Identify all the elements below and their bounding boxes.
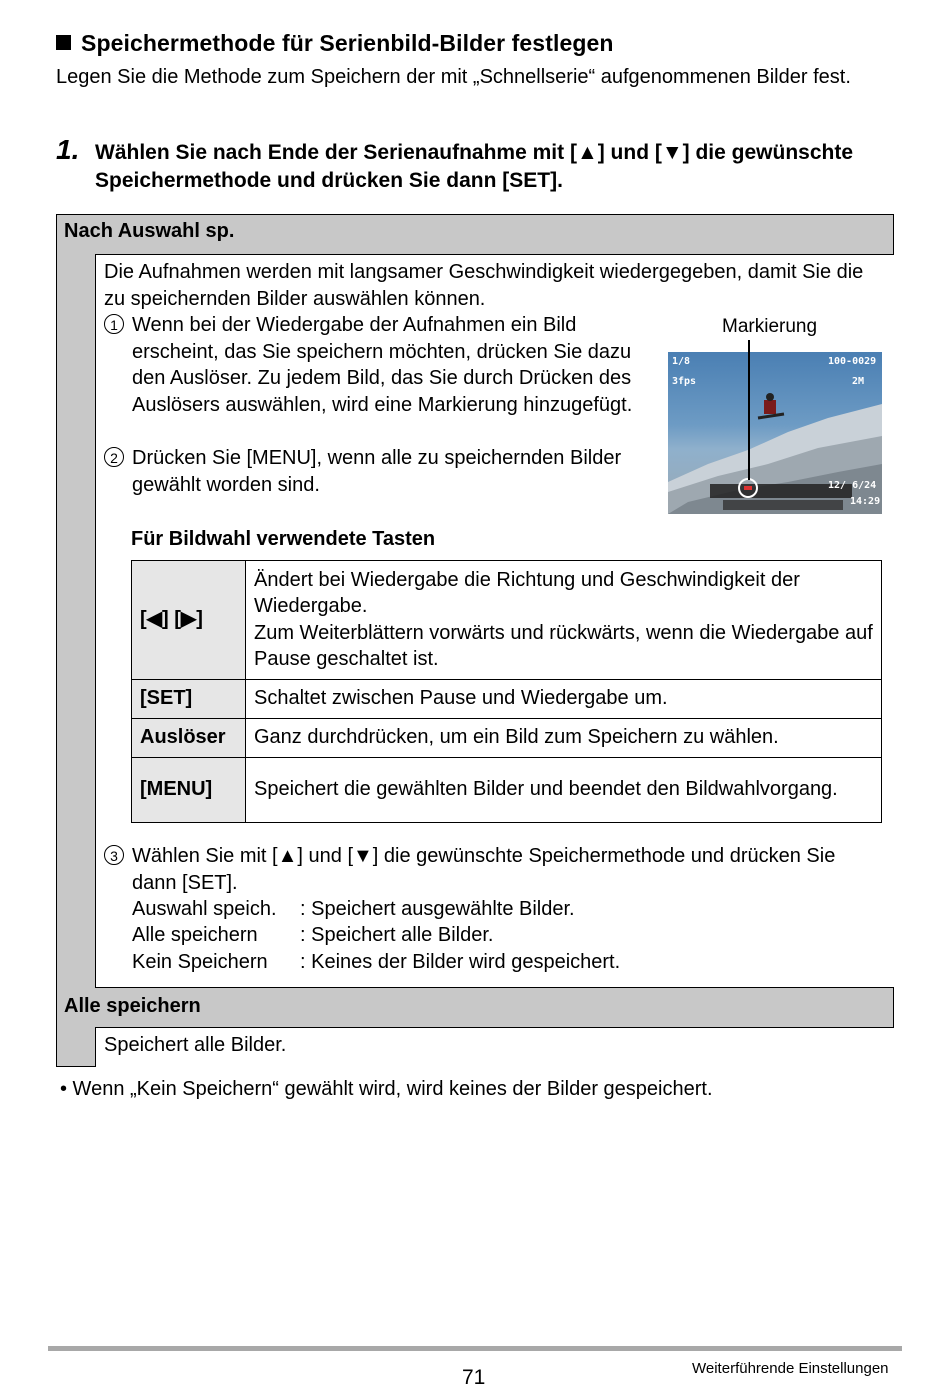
table-row (132, 680, 882, 719)
circled-number: 3 (104, 845, 124, 865)
method-description: : Keines der Bilder wird gespeichert. (300, 951, 621, 973)
black-square-icon (56, 35, 71, 50)
list-item-text: Wählen Sie mit [▲] und [▼] die gewünschte Speichermethode und drücken Sie dann [SET]. (132, 845, 836, 894)
circled-number: 1 (104, 314, 124, 334)
option-description: Die Aufnahmen werden mit langsamer Geschwindigkeit wiedergegeben, damit Sie die zu speichernden Bilder auswählen können. (104, 261, 864, 310)
list-item-text: Drücken Sie [MENU], wenn alle zu speichernden Bilder gewählt worden sind. (132, 447, 622, 496)
keys-table (131, 560, 882, 823)
key-description: Schaltet zwischen Pause und Wiedergabe um. (246, 680, 882, 719)
list-item-text: Wenn bei der Wiedergabe der Aufnahmen ein Bild erscheint, das Sie speichern möchten, drücken Sie dazu den Auslöser. Zu jedem Bild, das Sie durch Drücken des Auslösers auswählen, wird eine Markierung hinzugefügt. (132, 314, 633, 416)
key-description: Ganz durchdrücken, um ein Bild zum Speichern zu wählen. (246, 719, 882, 758)
screen-counter: 1/8 (672, 356, 691, 367)
step-instruction: Wählen Sie nach Ende der Serienaufnahme mit [▲] und [▼] die gewünschte Speichermethode und drücken Sie dann [SET]. (95, 141, 854, 192)
screen-image-size: 2M (852, 376, 865, 387)
method-name: Kein Speichern (132, 951, 268, 973)
method-name: Alle speichern (132, 924, 258, 946)
list-item (104, 445, 644, 498)
screen-date: 12/ 6/24 (828, 480, 877, 491)
key-description: Ändert bei Wiedergabe die Richtung und Geschwindigkeit der Wiedergabe. Zum Weiterblättern vorwärts und rückwärts, wenn die Wiedergabe auf Pause geschaltet ist. (246, 561, 882, 680)
method-row (132, 924, 493, 947)
screen-time: 14:29 (850, 496, 881, 507)
method-name: Auswahl speich. (132, 898, 277, 920)
keys-heading: Für Bildwahl verwendete Tasten (131, 528, 436, 550)
option-title-nach-auswahl: Nach Auswahl sp. (64, 220, 235, 242)
note-text: • Wenn „Kein Speichern“ gewählt wird, wird keines der Bilder gespeichert. (60, 1078, 713, 1100)
table-row (132, 719, 882, 758)
table-row (132, 758, 882, 823)
screen-folder-number: 100-0029 (828, 356, 877, 367)
image-callout-label: Markierung (722, 316, 818, 337)
method-description: : Speichert alle Bilder. (300, 924, 494, 946)
circled-number: 2 (104, 447, 124, 467)
option-title-alle-speichern: Alle speichern (64, 995, 201, 1017)
camera-screen-image (668, 352, 882, 514)
step-number: 1. (56, 134, 80, 165)
key-name: [◀] [▶] (132, 561, 246, 680)
key-description: Speichert die gewählten Bilder und beendet den Bildwahlvorgang. (246, 758, 882, 823)
intro-text: Legen Sie die Methode zum Speichern der mit „Schnellserie“ aufgenommenen Bilder fest. (56, 66, 851, 88)
method-description: : Speichert ausgewählte Bilder. (300, 898, 575, 920)
table-row (132, 561, 882, 680)
footer-divider (48, 1346, 902, 1351)
key-name: [SET] (132, 680, 246, 719)
option-description: Speichert alle Bilder. (104, 1034, 287, 1056)
key-name: Auslöser (132, 719, 246, 758)
screen-fps: 3fps (672, 376, 697, 387)
section-title: Speichermethode für Serienbild-Bilder festlegen (56, 30, 614, 57)
method-row (132, 898, 575, 921)
footer-section-title: Weiterführende Einstellungen (692, 1360, 889, 1377)
list-item (104, 843, 884, 896)
callout-line (748, 340, 750, 480)
key-name: [MENU] (132, 758, 246, 823)
list-item (104, 312, 644, 418)
method-row (132, 951, 620, 974)
page-number: 71 (462, 1366, 486, 1389)
